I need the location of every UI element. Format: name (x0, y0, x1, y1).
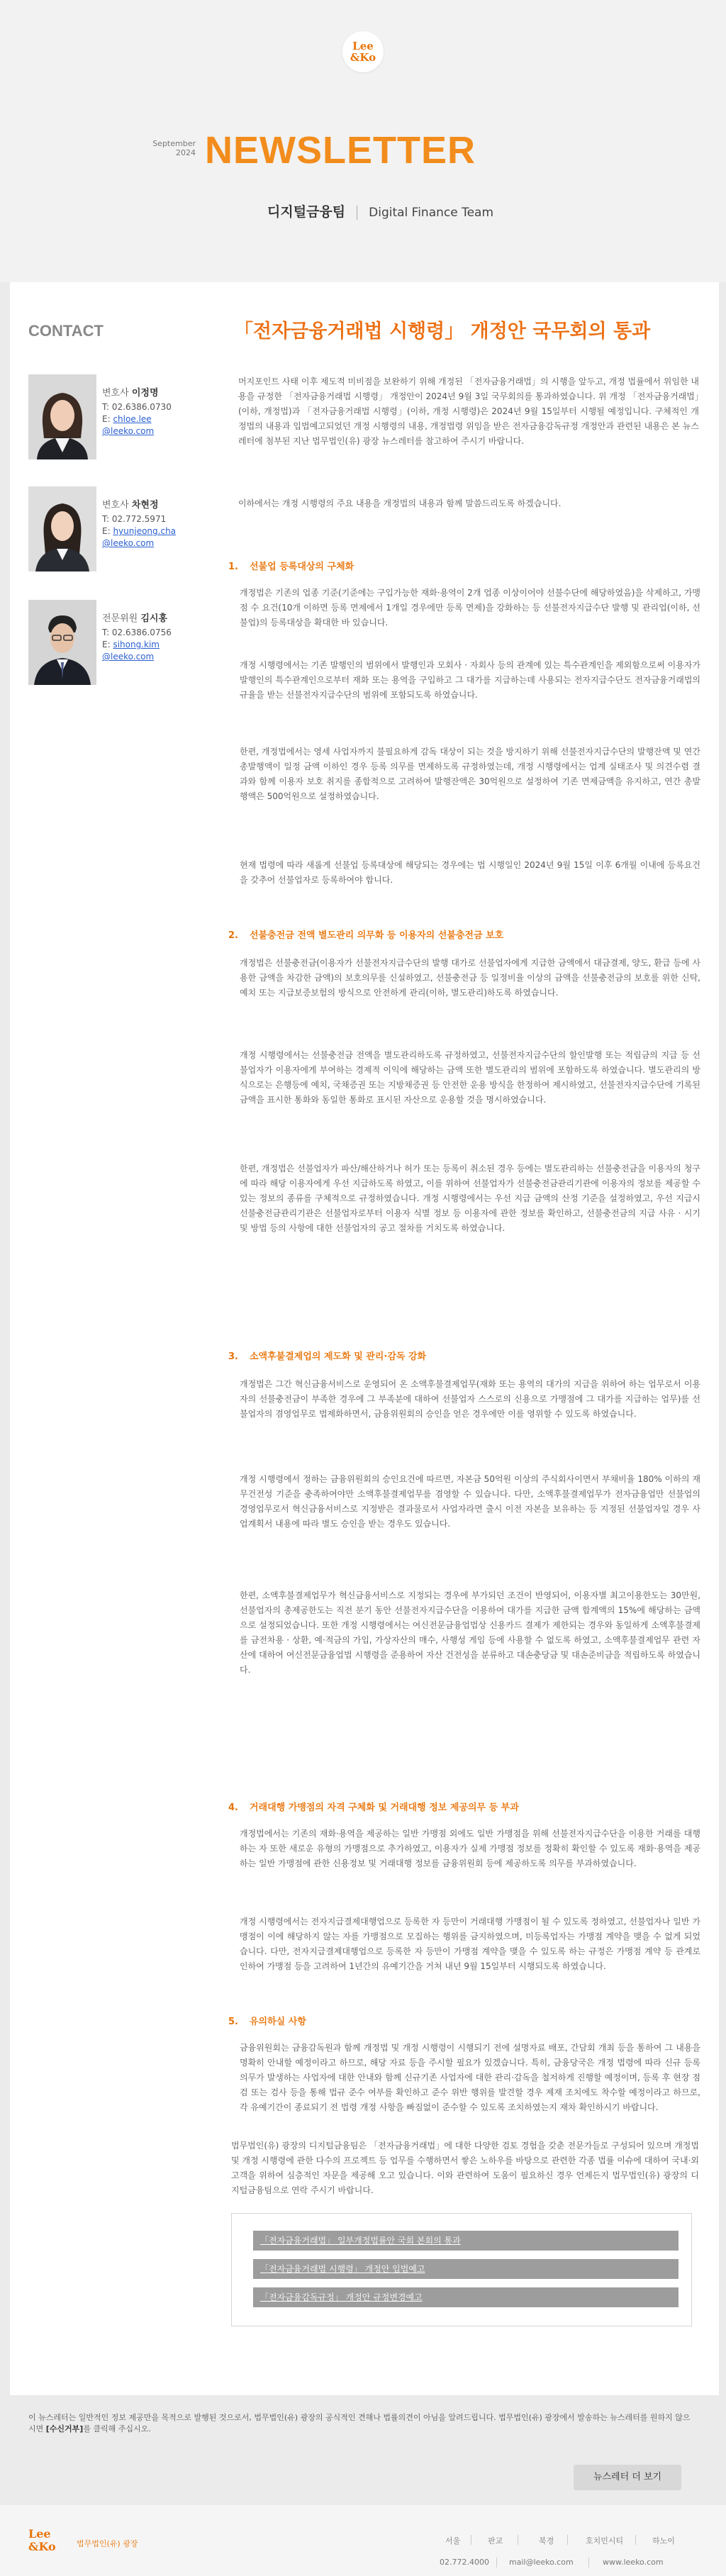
related-link-text[interactable]: 「전자금융거래법」 일부개정법률안 국회 본회의 통과 (260, 2236, 461, 2246)
section-paragraph: 개정법에서는 기존의 재화·용역을 제공하는 일반 가맹점 외에도 일반 가맹점을 위해 선불전자지급수단을 이용한 거래를 대행하는 자 또한 새로운 유형의 가맹점으로 추가하였고, 이용자가 실제 가맹점 정보를 정확히 확인할 수 있도록 재화·용역을 제공하는 일반 가맹점에 관한 신용정보 및 거래대행 정보를 금융위원회 등에 제공하도록 의무를 부과하였습니다. (240, 1829, 700, 1868)
section-paragraph: 개정 시행령에서는 기존 발행인의 범위에서 발행인과 모회사 · 자회사 등의 관계에 있는 특수관계인을 제외함으로써 이용자가 발행인의 특수관계인으로부터 재화 또는 용역을 구입하고 그 대가를 지급하는데 사용되는 전자지급수단도 전자금융거래법의 규율을 받는 선불전자지급수단의 범위에 포함되도록 하였습니다. (240, 660, 700, 700)
footer (0, 2505, 726, 2576)
person-name: 이정명 (131, 388, 159, 398)
section-title: 선불업 등록대상의 구체화 (250, 562, 354, 572)
article-title: 「전자금융거래법 시행령」 개정안 국무회의 통과 (234, 320, 651, 342)
email-label: E: (102, 414, 113, 424)
person-role: 변호사 (102, 388, 129, 398)
section-paragraph: 개정 시행령에서는 전자지급결제대행업으로 등록한 자 등만이 거래대행 가맹점이 될 수 있도록 정하였고, 선불업자나 일반 가맹점이 이에 해당하지 않는 자를 가맹점으로 모집하는 행위를 금지하였으며, 미등록업자는 가맹점 계약을 맺을 수 없게 되었습니다. 다만, 전자지급결제대행업으로 등록한 자 등만이 가맹점 계약을 맺을 수 있도록 하는 규정은 가맹점 계약 등 관계로 인하여 가맹점 등을 고려하여 1년간의 유예기간을 거쳐 내년 9월 15일부터 시행되도록 하였습니다. (240, 1917, 700, 1971)
section-paragraph: 개정법은 선불충전금(이용자가 선불전자지급수단의 발행 대가로 선불업자에게 지급한 금액에서 대금결제, 양도, 환급 등에 사용한 금액을 차감한 금액)의 보호의무를 신설하였고, 선불충전금 등 일정비율 이상의 금액을 선불충전금의 보호를 위한 신탁, 예치 또는 지급보증보험의 방식으로 안전하게 관리(이하, 별도관리)하도록 하였습니다. (240, 958, 700, 998)
footer-link-pangyo[interactable]: 판교 (488, 2536, 503, 2546)
newsletter-title: NEWSLETTER (205, 129, 476, 172)
footer-logo-lee: Lee (28, 2527, 51, 2541)
footer-link-beijing[interactable]: 북경 (539, 2536, 554, 2546)
person-email-domain-link[interactable]: @leeko.com (102, 538, 155, 548)
person-photo (28, 486, 96, 571)
footer-link-hochiminh[interactable]: 호치민시티 (586, 2536, 624, 2546)
section-heading (228, 2014, 306, 2027)
footer-logo-ko: &Ko (28, 2540, 56, 2553)
person-email-domain-link[interactable]: @leeko.com (102, 652, 155, 662)
person-email-link[interactable]: hyunjeong.cha (113, 526, 177, 536)
issue-month: September (152, 139, 196, 148)
newsletter-header (0, 0, 726, 282)
footer-link-hanoi[interactable]: 하노이 (652, 2536, 675, 2546)
team-name (267, 201, 493, 221)
footer-email[interactable]: mail@leeko.com (509, 2558, 574, 2567)
section-number: 4. (228, 1802, 238, 1813)
section-heading (228, 1349, 426, 1362)
section-number: 3. (228, 1351, 238, 1362)
person-info (102, 613, 172, 663)
section-paragraph: 한편, 개정법에서는 영세 사업자까지 불필요하게 감독 대상이 되는 것을 방지하기 위해 선불전자지급수단의 발행잔액 및 연간 총발행액이 일정 금액 이하인 경우 등록 의무를 면제하도록 규정하였는데, 개정 시행령에서는 업계 실태조사 및 의견수렴 결과와 함께 이용자 보호 취지를 종합적으로 고려하여 발행잔액은 30억원으로 설정하여 기존 면제금액을 유지하고, 연간 총발행액은 500억원으로 설정하였습니다. (240, 747, 700, 801)
unsubscribe-link[interactable]: [수신거부] (45, 2424, 84, 2433)
related-link[interactable] (253, 2287, 678, 2307)
person-info (102, 387, 172, 437)
person-name: 김시홍 (140, 613, 168, 624)
section-paragraph: 한편, 소액후불결제업무가 혁신금융서비스로 지정되는 경우에 부가되던 조건이 반영되어, 이용자별 최고이용한도는 30만원, 선불업자의 총제공한도는 직전 분기 동안 선불전자지급수단을 이용하여 대가를 지급한 금액 합계액의 15%에 해당하는 금액으로 설정되었습니다. 또한 개정 시행령에서는 여신전문금융업법상 신용카드 결제가 제한되는 경우와 동일하게 소액후불결제를 금전차용 · 상환, 예·적금의 가입, 가상자산의 매수, 사행성 게임 등에 사용할 수 없도록 하였고, 소액후불결제업무 관련 자산에 대하여 여신전문금융업법 시행령을 준용하여 자산 건전성을 분류하고 대손충당금 및 대손준비금을 적립하도록 하였습니다. (240, 1590, 700, 1675)
lee-ko-logo[interactable] (342, 31, 384, 72)
team-name-en: Digital Finance Team (369, 206, 494, 220)
person-role: 변호사 (102, 500, 129, 511)
person-email-domain-link[interactable]: @leeko.com (102, 426, 155, 436)
section-number: 1. (228, 562, 238, 572)
section-number: 5. (228, 2017, 238, 2027)
section-paragraph: 한편, 개정법은 선불업자가 파산/해산하거나 허가 또는 등록이 취소된 경우 등에는 별도관리하는 선불충전금을 이용자의 청구에 따라 해당 이용자에게 우선 지급하도록 하였고, 이를 위하여 선불업자가 선불충전금관리기관에 이용자의 정보를 제공할 수 있는 정보의 종류를 구체적으로 규정하였습니다. 개정 시행령에서는 우선 지급 금액의 산정 기준을 설정하였고, 우선 지급시 선불충전금관리기관은 선불업자로부터 이용자 식별 정보 등 이용자에 관한 정보를 확인하고, 선불충전금의 지급 사유 · 시기 및 방법 등의 사항에 대한 선불업자의 공고 절차를 거치도록 하였습니다. (240, 1164, 700, 1233)
section-paragraph: 현재 법령에 따라 새롭게 선불업 등록대상에 해당되는 경우에는 법 시행일인 2024년 9월 15일 이후 6개월 이내에 등록요건을 갖추어 선불업자로 등록하여야 합니다. (240, 860, 700, 885)
person-phone: T: 02.6386.0756 (102, 628, 172, 637)
related-link-text[interactable]: 「전자금융거래법 시행령」 개정안 입법예고 (260, 2264, 425, 2274)
issue-date (139, 139, 196, 157)
footer-divider (635, 2535, 636, 2545)
article-intro: 머지포인트 사태 이후 제도적 미비점을 보완하기 위해 개정된 「전자금융거래법」의 시행을 앞두고, 개정 법률에서 위임한 내용을 규정한 「전자금융거래법 시행령」 개정안이 2024년 9월 3일 국무회의를 통과하였습니다. 위 개정 「전자금융거래법」(이하, 개정법)과 「전자금융거래법 시행령」(이하, 개정 시행령)은 2024년 9월 15일부터 시행될 예정입니다. 구체적인 개정법의 내용과 입법예고되었던 개정 시행령의 내용, 개정법령 위임을 받은 전자금융감독규정 개정안과 관련된 내용은 본 뉴스레터에 첨부된 지난 법무법인(유) 광장 뉴스레터를 참고하여 주시기 바랍니다. (238, 377, 699, 446)
person-info (102, 499, 176, 550)
logo-text-lee: Lee (352, 40, 374, 52)
section-title: 소액후불결제업의 제도화 및 관리·감독 강화 (250, 1351, 427, 1362)
disclaimer-text-end: 를 클릭해 주십시오. (83, 2424, 151, 2433)
section-title: 거래대행 가맹점의 자격 구체화 및 거래대행 정보 제공의무 등 부과 (250, 1802, 519, 1813)
issue-year: 2024 (176, 148, 196, 157)
section-paragraph: 개정법은 그간 혁신금융서비스로 운영되어 온 소액후불결제업무(재화 또는 용역의 대가의 지급을 위하여 하는 업무로서 이용자의 선불충전금이 부족한 경우에 그 부족분에 대하여 선불업자 스스로의 신용으로 가맹점에 그 대가를 지급하는 업무)를 선불업자의 겸영업무로 법제화하면서, 금융위원회의 승인을 얻은 경우에만 이를 영위할 수 있도록 하였습니다. (240, 1379, 700, 1419)
section-paragraph: 개정법은 기존의 업종 기준(기준에는 구입가능한 재화·용역이 2개 업종 이상이어야 선불수단에 해당하였음)을 삭제하고, 가맹점 수 요건(10개 이하면 등록 면제에서 1개일 경우에만 등록 면제)을 강화하는 등 선불전자지급수단 발행 및 관리업(이하, 선불업)의 등록대상을 확대한 바 있습니다. (240, 588, 701, 628)
footer-logo[interactable] (28, 2528, 56, 2553)
person-photo (28, 374, 96, 459)
closing-paragraph: 법무법인(유) 광장의 디지털금융팀은 「전자금융거래법」에 대한 다양한 검토 경험을 갖춘 전문가들로 구성되어 있으며 개정법 및 개정 시행령에 관한 다수의 프로젝트 등 업무를 수행하면서 쌓은 노하우를 바탕으로 관련한 각종 법률 이슈에 대하여 국내·외 고객을 위하여 심층적인 자문을 제공해 오고 있습니다. 이와 관련하여 도움이 필요하신 경우 언제든지 법무법인(유) 광장의 디지털금융팀으로 연락 주시기 바랍니다. (231, 2141, 699, 2195)
section-paragraph: 금융위원회는 금융감독원과 함께 개정법 및 개정 시행령이 시행되기 전에 설명자료 배포, 간담회 개최 등을 통하여 그 내용을 명확히 안내할 예정이라고 하므로, 해당 자료 등을 주시할 필요가 있겠습니다. 특히, 금융당국은 개정 법령에 따라 신규 등록의무가 발생하는 사업자에 대한 안내와 함께 신규기존 사업자에 대한 관리·감독을 철저하게 진행할 예정이며, 등록 후 현장 점검 또는 검사 등을 통해 법규 준수 여부를 확인하고 준수 위반 행위를 발견할 경우 제재 조치에도 착수할 예정이라고 하므로, 각 유예기간이 종료되기 전 법령 개정 사항을 빠짐없이 준수할 수 있도록 조치하였는지 재차 확인하시기 바랍니다. (240, 2043, 700, 2112)
logo-text-ko: &Ko (350, 51, 376, 64)
footer-phone: 02.772.4000 (440, 2558, 489, 2567)
email-label: E: (102, 526, 113, 536)
person-phone: T: 02.772.5971 (102, 514, 167, 524)
footer-divider (567, 2535, 568, 2545)
person-name: 차현정 (131, 500, 159, 511)
email-label: E: (102, 640, 113, 649)
section-paragraph: 개정 시행령에서는 선불충전금 전액을 별도관리하도록 규정하였고, 선불전자지급수단의 할인발행 또는 적립금의 지급 등 선불업자가 이용자에게 부여하는 경제적 이익에 해당하는 금액 또한 별도관리의 범위에 포함하도록 하였습니다. 별도관리의 방식으로는 은행등에 예치, 국채증권 또는 지방채증권 등 안전한 운용 방식을 한정하여 제시하였고, 선불전자지급수단에 기록된 금액을 표시한 통화와 동일한 통화로 표시된 자산으로 운용할 것을 명시하였습니다. (240, 1050, 700, 1105)
related-link[interactable] (253, 2259, 678, 2279)
section-title: 유의하실 사항 (250, 2017, 306, 2027)
footer-website[interactable]: www.leeko.com (603, 2558, 664, 2567)
contact-heading: CONTACT (28, 322, 104, 340)
section-heading (228, 927, 503, 941)
section-paragraph: 개정 시행령에서 정하는 금융위원회의 승인요건에 따르면, 자본금 50억원 이상의 주식회사이면서 부채비율 180% 이하의 재무건전성 기준을 충족하여야만 소액후불결제업무를 겸영할 수 있습니다. 다만, 소액후불결제업무가 전자금융업만 선불업의 경영업무로서 혁신금융서비스로 지정받은 결과물로서 사업자라면 출시 이전 자본을 보유하는 등 지정된 선불업자일 경우 사업계획서 내용에 따라 별도 승인을 받는 경우도 있습니다. (240, 1474, 700, 1529)
related-links-box (231, 2213, 692, 2326)
person-email-link[interactable]: sihong.kim (113, 640, 160, 649)
person-phone: T: 02.6386.0730 (102, 402, 172, 412)
section-heading (228, 559, 354, 572)
person-photo (28, 600, 96, 685)
related-link[interactable] (253, 2231, 678, 2251)
footer-divider (496, 2558, 497, 2567)
section-heading (228, 1800, 519, 1813)
person-role: 전문위원 (102, 613, 138, 624)
article-intro-2: 이하에서는 개정 시행령의 주요 내용을 개정법의 내용과 함께 말씀드리도록 하겠습니다. (238, 498, 562, 508)
team-name-ko: 디지털금융팀 (267, 204, 346, 220)
disclaimer-text: 이 뉴스레터는 일반적인 정보 제공만을 목적으로 발행된 것으로서, 법무법인(유) 광장의 공식적인 견해나 법률의견이 아님을 알려드립니다. 법무법인(유) 광장에서 발송하는 뉴스레터를 원하지 않으시면 (28, 2413, 691, 2433)
person-email-link[interactable]: chloe.lee (113, 414, 152, 424)
more-newsletters-button[interactable]: 뉴스레터 더 보기 (574, 2465, 681, 2490)
footer-divider (588, 2558, 589, 2567)
footer-link-seoul[interactable]: 서울 (445, 2536, 461, 2546)
footer-firm-name: 법무법인(유) 광장 (77, 2539, 138, 2548)
disclaimer (28, 2412, 695, 2435)
section-number: 2. (228, 930, 238, 941)
section-title: 선불충전금 전액 별도관리 의무화 등 이용자의 선불충전금 보호 (250, 930, 504, 941)
related-link-text[interactable]: 「전자금융감독규정」 개정안 규정변경예고 (260, 2292, 423, 2302)
